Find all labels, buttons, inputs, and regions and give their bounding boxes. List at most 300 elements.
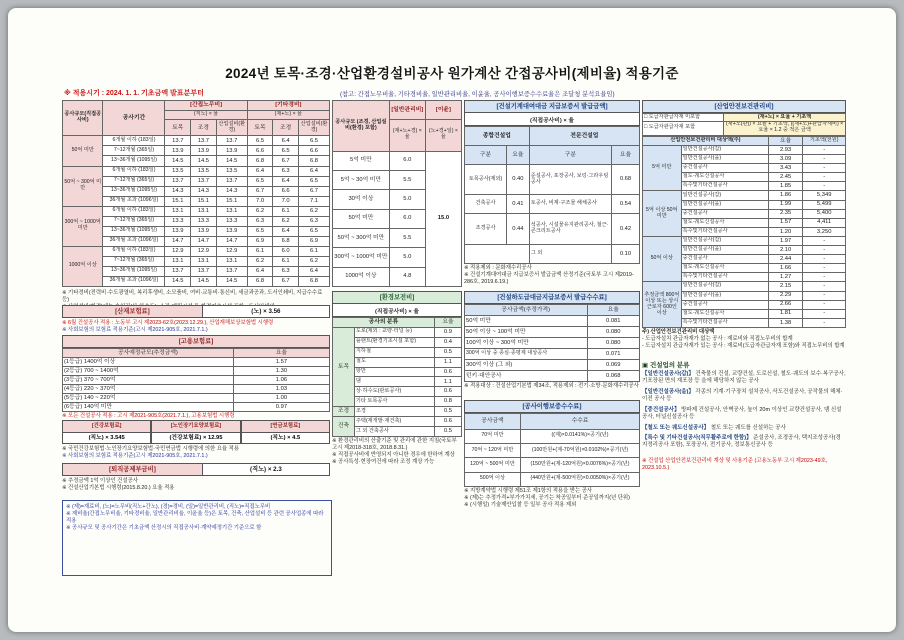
table-cell: 70억 미만 <box>465 429 521 443</box>
note-line: ※ 공사규모 및 공사기간은 기초금액 산정시의 직접공사비·계약예정기간 기준으로 함 <box>66 525 262 532</box>
table-cell: 0.42 <box>612 214 640 245</box>
table-cell: 1.38 <box>768 318 803 327</box>
table-cell: (150만원+(제-120억원)×0.0076%)×공기(년) <box>521 458 640 472</box>
table-cell: 14.7 <box>191 236 217 246</box>
table-cell: 일반건설공사(을) <box>681 291 768 300</box>
table-cell: 0.081 <box>587 316 640 327</box>
table-cell: 7~12개월 (365일) <box>103 146 165 156</box>
longterm-care-insurance-title: [노인장기요양보험료] <box>151 420 240 433</box>
table-cell: 2.44 <box>768 255 803 264</box>
classification-item <box>642 371 846 386</box>
table-cell: 13.9 <box>191 146 217 156</box>
data-table <box>464 126 640 264</box>
environment-preservation-notes <box>332 437 462 466</box>
table-row <box>63 156 330 166</box>
table-cell: 50억 이상 ~ 100억 미만 <box>465 327 588 338</box>
table-row <box>63 276 330 286</box>
table-cell: - <box>803 164 846 173</box>
table-row <box>643 236 846 245</box>
table-cell: 13.9 <box>165 226 191 236</box>
table-row <box>333 318 462 328</box>
table-cell: 6.5 <box>273 146 299 156</box>
table-cell: 500억 이상 <box>465 472 521 486</box>
table-cell: 7.0 <box>273 196 299 206</box>
table-cell: 턴키·대안공사 <box>465 371 588 382</box>
table-cell: 4,411 <box>803 218 846 227</box>
table-row <box>63 136 330 146</box>
legend-notes-box <box>62 500 332 576</box>
table-cell: 특수및기타건설공사 <box>681 273 768 282</box>
note-line: ※ 사회보험의 보험료 적용기준(고시 제2021-905호, 2021.7.1.) <box>62 327 208 334</box>
table-cell: 6.7 <box>247 186 273 196</box>
table-cell: 1.57 <box>233 358 329 367</box>
table-cell: 13.5 <box>216 166 247 176</box>
industrial-accident-insurance-notes <box>62 319 330 334</box>
classification-item-text: 방파제 건설공사, 안벽공사, 높이 20m 이상인 교량건설공사, 댐 신설공사, 터널신설공사 등 <box>642 406 842 421</box>
table-cell: 13.9 <box>165 146 191 156</box>
table-cell: 요율 <box>507 145 530 164</box>
table-cell: 요율 <box>233 349 329 358</box>
table-cell: 조경 <box>191 120 217 136</box>
table-cell: 0.40 <box>507 164 530 195</box>
table-cell: 13.7 <box>165 266 191 276</box>
table-row <box>465 443 640 457</box>
table-cell: 중건설공사 <box>681 300 768 309</box>
table-cell: - <box>803 291 846 300</box>
table-cell: 6.4 <box>273 226 299 236</box>
industrial-safety-health-formula-table <box>642 113 846 136</box>
table-row <box>643 191 846 200</box>
table-cell: 일반건설공사(을) <box>681 246 768 255</box>
table-row <box>465 305 640 316</box>
table-cell: 7.0 <box>247 196 273 206</box>
table-row <box>465 360 640 371</box>
table-cell: 일반건설공사(갑) <box>681 236 768 245</box>
note-line: ※ 건설산업기본법 시행령(2015.8.20.) 요율 적용 <box>62 485 175 492</box>
table-row <box>333 151 462 170</box>
document-page <box>8 8 896 632</box>
industrial-accident-insurance-title: [산재보험료] <box>62 305 203 318</box>
note-line: ※ 국민건강보험법·노인장기요양보험법·국민연금법 시행령에 의한 요율 적용 <box>62 446 240 452</box>
table-cell: 13.5 <box>191 166 217 176</box>
table-row <box>465 371 640 382</box>
table-cell: 일반건설공사(갑) <box>681 146 768 155</box>
table-cell: 13.7 <box>165 176 191 186</box>
health-insurance-notes <box>62 445 330 460</box>
subcontract-payment-guarantee-table <box>464 304 640 382</box>
subcontract-payment-guarantee-section <box>464 291 640 390</box>
table-cell: 조경 <box>273 120 299 136</box>
construction-classification-title: ▣ 건설업의 분류 <box>642 362 690 369</box>
table-cell: 종합건설업 <box>465 127 530 146</box>
table-cell: 석공사, 시설물유지관리공사, 철근·콘크리트공사 <box>529 214 611 245</box>
table-row <box>63 367 330 376</box>
table-row <box>465 145 640 164</box>
table-cell: 2.29 <box>768 291 803 300</box>
table-cell: 철도 <box>354 357 434 367</box>
table-cell: 300억 ~ 1000억 미만 <box>333 248 390 267</box>
table-cell: 0.5 <box>434 426 461 436</box>
table-cell: 1.1 <box>434 357 461 367</box>
table-cell: 13~36개월 (1095일) <box>103 186 165 196</box>
table-cell: 2.35 <box>768 209 803 218</box>
table-cell: 0.5 <box>434 347 461 357</box>
table-cell: 철도·궤도신설공사 <box>681 173 768 182</box>
table-cell: 13.7 <box>216 136 247 146</box>
table-cell: 6.4 <box>247 166 273 176</box>
table-cell: 50억 미만 <box>333 209 390 228</box>
table-cell <box>465 245 530 264</box>
table-cell: 조경 <box>354 407 434 417</box>
table-cell: 12.9 <box>165 246 191 256</box>
subcontract-payment-guarantee-title: [건설하도급대금지급보증서 발급수수료] <box>464 291 640 304</box>
table-cell: 36개월 초과 (1096일) <box>103 276 165 286</box>
data-table <box>62 348 330 412</box>
table-cell: 일반건설공사(을) <box>681 200 768 209</box>
table-cell: 0.44 <box>507 214 530 245</box>
table-cell: 300억 이상 (그 외) <box>465 360 588 371</box>
table-cell: 14.5 <box>165 276 191 286</box>
table-cell: 13.3 <box>165 216 191 226</box>
table-cell: 7.1 <box>298 196 329 206</box>
table-row <box>63 146 330 156</box>
table-cell: 특수및기타건설공사 <box>681 182 768 191</box>
table-row <box>63 176 330 186</box>
machinery-rental-guarantee-section <box>464 100 640 287</box>
table-row <box>333 101 462 120</box>
table-cell: 6.0 <box>389 209 425 228</box>
table-row <box>63 236 330 246</box>
table-cell: 산업설비(환경) <box>298 120 329 136</box>
table-cell: □ 도급자관급자재 미포함 <box>643 114 724 122</box>
table-row <box>465 316 640 327</box>
general-management-profit-table <box>332 100 462 287</box>
table-cell: 13.1 <box>216 206 247 216</box>
construction-classification-section <box>642 360 846 472</box>
table-cell: 6.2 <box>247 206 273 216</box>
classification-item-label: 【철도 또는 궤도신설공사】 <box>642 424 710 431</box>
table-cell: 13.9 <box>216 146 247 156</box>
table-cell: 6.3 <box>273 166 299 176</box>
table-cell: (6등급) 140억 미만 <box>63 403 234 412</box>
pension-insurance-block <box>241 420 330 444</box>
table-cell: 1.81 <box>768 309 803 318</box>
classification-item-label: 【특수 및 기타건설공사(직무활주로에 한함)】 <box>642 434 752 441</box>
table-cell: 6.1 <box>247 246 273 256</box>
table-cell: 6.5 <box>298 176 329 186</box>
table-row <box>333 407 462 417</box>
table-cell: 0.54 <box>612 195 640 214</box>
table-cell: 5,400 <box>803 209 846 218</box>
data-table <box>642 113 846 136</box>
table-cell: 1.66 <box>768 264 803 273</box>
table-row <box>465 127 640 146</box>
table-cell: 6.0 <box>389 151 425 170</box>
table-cell: 6.3 <box>298 216 329 226</box>
table-row <box>63 101 330 111</box>
table-cell: - <box>803 318 846 327</box>
table-cell: 일반건설공사(을) <box>681 155 768 164</box>
note-line: ※ 공사특성·현장여건에 따라 조정 계상 가능 <box>332 459 435 466</box>
table-cell: 6.6 <box>247 146 273 156</box>
note-line: ※ 건설기계대여대금 지급보증서 발급금액 산정기준(국토부 고시 제2019-286호, 2019.6.19.) <box>464 272 634 286</box>
data-table <box>464 413 640 487</box>
classification-item <box>642 425 846 432</box>
table-cell: 요율 <box>768 136 803 145</box>
construction-classification-footnote: ※ 건설업 산업안전보건관리비 계상 및 사용기준 (고용노동부 고시 제2023-49호, 2023.10.5.) <box>642 457 828 471</box>
table-cell: 6.9 <box>298 236 329 246</box>
table-cell: 0.068 <box>587 371 640 382</box>
table-cell: 50억 미만 <box>63 136 103 166</box>
page-title: 2024년 토목·조경·산업환경설비공사 원가계산 간접공사비(제비율) 적용기준 <box>225 66 679 81</box>
table-cell: 0.8 <box>434 397 461 407</box>
table-cell: 6.6 <box>273 186 299 196</box>
table-cell: 50억 ~ 300억 미만 <box>333 228 390 247</box>
table-cell: 12.9 <box>216 246 247 256</box>
industrial-accident-insurance-section <box>62 305 330 318</box>
table-cell: 13.3 <box>191 216 217 226</box>
table-cell: 13.7 <box>216 176 247 186</box>
table-cell: 6.8 <box>298 156 329 166</box>
table-cell: 13.7 <box>191 136 217 146</box>
table-cell: 지하철 <box>354 347 434 357</box>
table-cell: 1.85 <box>768 182 803 191</box>
table-cell: 1000억 이상 <box>63 246 103 286</box>
data-table <box>62 100 330 287</box>
environment-preservation-title: [환경보전비] <box>332 291 462 304</box>
table-cell: 2.45 <box>768 173 803 182</box>
table-cell: 6.4 <box>273 136 299 146</box>
table-cell: 6.8 <box>247 276 273 286</box>
table-cell: 중건설공사 <box>681 164 768 173</box>
table-cell: 6.0 <box>273 246 299 256</box>
table-cell: 0.6 <box>434 367 461 377</box>
table-cell: 추정금액 800억 이상 또는 상시근로자 600인 이상 <box>643 282 682 328</box>
employment-insurance-notes <box>62 412 330 420</box>
table-row <box>63 349 330 358</box>
table-cell: (직노) × 율 <box>165 111 247 120</box>
table-row <box>333 327 462 337</box>
table-row <box>333 417 462 427</box>
table-cell: 120억 ~ 500억 미만 <box>465 458 521 472</box>
table-cell: 6.5 <box>247 136 273 146</box>
table-cell: 조경공사 <box>465 214 507 245</box>
table-cell: 0.069 <box>587 360 640 371</box>
table-cell: 30억 이상 <box>333 190 390 209</box>
machinery-rental-guarantee-formula: (직접공사비) × 율 <box>464 113 640 126</box>
table-cell: 14.5 <box>216 156 247 166</box>
table-cell: 6개월 이하 (183일) <box>103 206 165 216</box>
table-cell: 3.09 <box>768 155 803 164</box>
table-cell: (5등급) 140 ~ 220억 <box>63 394 234 403</box>
table-cell: 1.1 <box>434 377 461 387</box>
table-cell: 산업설비(환경) <box>216 120 247 136</box>
table-cell: 요율 <box>434 318 461 328</box>
table-cell: 그 외 건축공사 <box>354 426 434 436</box>
table-cell: 6.5 <box>298 226 329 236</box>
table-cell: 0.68 <box>612 164 640 195</box>
note-line: ※ 환경관리비의 산출기준 및 관리에 관한 지침(국토부 고시 제2018-318호, 2018.8.31.) <box>332 438 457 452</box>
table-cell: 수수료 <box>521 414 640 430</box>
legend-notes <box>66 503 328 532</box>
table-cell: 댐 <box>354 377 434 387</box>
classification-item-text: 각종의 기계·기구장치 설치공사, 삭도건설공사, 공작물의 해체·이전 공사 등 <box>642 388 843 403</box>
table-row <box>465 338 640 349</box>
indirect-labor-expense-section <box>62 100 330 287</box>
classification-item-label: 【일반건설공사(갑)】 <box>642 371 694 377</box>
table-cell: 13.1 <box>191 206 217 216</box>
table-cell: 6개월 이하 (183일) <box>103 246 165 256</box>
note-line: ※ (시행일) 기술제안입찰 등 일부 공사 적용 제외 <box>464 502 577 509</box>
note-line: ※ 지방계약법 시행령 제51조 제1항의 적용을 받는 공사 <box>464 488 593 494</box>
table-cell: 50억 이상 <box>643 236 682 281</box>
table-cell: 6.8 <box>298 276 329 286</box>
table-cell: 6.4 <box>247 266 273 276</box>
table-cell: 토공사, 비계·구조물 해체공사 <box>529 195 611 214</box>
classification-item-label: 【일반건설공사(을)】 <box>642 388 694 395</box>
table-cell: 13~36개월 (1095일) <box>103 226 165 236</box>
pension-insurance-rate: (직노) × 4.5 <box>241 433 330 444</box>
table-cell: 공사규모 (조경, 산업설비(환경) 포함) <box>333 101 390 152</box>
table-cell: 6.2 <box>298 256 329 266</box>
table-row <box>465 327 640 338</box>
note-line: ※ 제비율(간접노무비율, 기타경비율, 일반관리비율, 이윤율 등)은 토목, 건축, 산업설비 등 관련 공사업종에 따라 적용 <box>66 511 324 525</box>
table-cell: 14.3 <box>216 186 247 196</box>
table-cell: 공사기간 <box>103 101 165 136</box>
table-cell: 0.080 <box>587 327 640 338</box>
table-cell: 구분 <box>529 145 611 164</box>
table-cell: 6.7 <box>298 186 329 196</box>
environment-preservation-formula: (직접공사비) × 율 <box>332 304 462 317</box>
table-cell: 50억 미만 <box>465 316 588 327</box>
employment-insurance-table <box>62 348 330 412</box>
table-row <box>63 246 330 256</box>
table-cell: 상·하수도(관로공사) <box>354 387 434 397</box>
table-cell: 13~36개월 (1095일) <box>103 156 165 166</box>
classification-item <box>642 389 846 404</box>
table-cell: (재+노(관)) × 요율 + 기초액, ((재+노)+관급자재비) × 요율 × 1.2 중 적은 금액 <box>724 121 846 135</box>
table-cell: 70억 ~ 120억 미만 <box>465 443 521 457</box>
table-cell: 14.5 <box>191 276 217 286</box>
table-cell: 0.5 <box>434 407 461 417</box>
table-row <box>465 458 640 472</box>
table-cell: 공사의 분류 <box>333 318 435 328</box>
table-cell: 13.7 <box>216 266 247 276</box>
table-cell: 6.7 <box>273 156 299 166</box>
table-row <box>643 136 846 145</box>
table-cell: (1등급) 1400억 이상 <box>63 358 234 367</box>
note-line: ※ 직접공사비에 반영되지 아니한 경우에 한하여 계상 <box>332 452 455 459</box>
table-cell: 6개월 이하 (183일) <box>103 166 165 176</box>
table-cell: 준설공사, 포장공사, 보링·그라우팅공사 <box>529 164 611 195</box>
performance-guarantee-fee-title: [공사이행보증수수료] <box>464 400 640 413</box>
industrial-safety-health-notes <box>642 328 846 350</box>
table-cell: 4.8 <box>389 267 425 286</box>
table-row <box>465 414 640 430</box>
health-insurance-block <box>62 420 151 444</box>
table-row <box>63 358 330 367</box>
table-cell: - <box>803 309 846 318</box>
table-cell: 13.3 <box>216 216 247 226</box>
table-cell: 13.5 <box>165 166 191 176</box>
table-cell: 0.080 <box>587 338 640 349</box>
table-cell: 13.9 <box>216 226 247 236</box>
classification-item <box>642 435 846 450</box>
table-cell: 건축공사 <box>465 195 507 214</box>
table-cell: (재+노) × 율 <box>247 111 329 120</box>
table-cell: 5억 ~ 30억 미만 <box>333 170 390 189</box>
table-cell: (3등급) 370 ~ 700억 <box>63 376 234 385</box>
table-cell: 1.57 <box>768 218 803 227</box>
employment-insurance-title: [고용보험료] <box>62 335 330 348</box>
table-row <box>63 394 330 403</box>
table-row <box>465 472 640 486</box>
table-cell: 조경 <box>333 407 355 417</box>
table-cell: 14.5 <box>191 156 217 166</box>
table-cell: (노+경+일) × 율 <box>425 120 461 151</box>
table-cell: 6.2 <box>273 216 299 226</box>
table-cell: 철도·궤도신설공사 <box>681 309 768 318</box>
note-line: ※ (제)=재료비, (노)=노무비(직노+간노), (경)=경비, (일)=일반관리비, (직노)=직접노무비 <box>66 504 271 510</box>
table-cell: 그 외 <box>529 245 611 264</box>
table-cell: 0.6 <box>434 387 461 397</box>
table-cell: 3,250 <box>803 227 846 236</box>
table-cell: 플랜트(환경기초시설 포함) <box>354 337 434 347</box>
table-cell: 3.43 <box>768 164 803 173</box>
note-line: ※ 6월 건설공사 적용 : 노동부 고시 제2023-62호(2023.12.29.), 산업재해보상보험법 시행령 <box>62 320 274 326</box>
table-cell: 6.2 <box>247 256 273 266</box>
table-cell: 요율 <box>587 305 640 316</box>
table-row <box>63 403 330 412</box>
table-cell: 6.8 <box>247 156 273 166</box>
table-cell: (4등급) 220 ~ 370억 <box>63 385 234 394</box>
note-line: 주) 산업안전보건관리비 대상액 <box>642 328 715 335</box>
table-cell: 300억 이상 중 종심·종평제 대상공사 <box>465 349 588 360</box>
table-row <box>63 186 330 196</box>
table-cell: 전문건설업 <box>529 127 639 146</box>
table-cell: (2등급) 700 ~ 1400억 <box>63 367 234 376</box>
table-cell: 6.3 <box>247 216 273 226</box>
table-cell: 기초액(천원) <box>803 136 846 145</box>
table-cell: 15.1 <box>216 196 247 206</box>
table-cell: 기타 토목공사 <box>354 397 434 407</box>
table-cell: 0.6 <box>434 417 461 427</box>
table-cell: □ 도급자관급자재 포함 <box>643 121 724 135</box>
classification-item <box>642 407 846 422</box>
table-cell: 6.4 <box>298 266 329 276</box>
table-cell: 6.6 <box>298 146 329 156</box>
performance-guarantee-fee-table <box>464 413 640 487</box>
table-cell: 1.86 <box>768 191 803 200</box>
longterm-care-insurance-rate: (건강보험료) × 12.95 <box>151 433 240 444</box>
table-cell: [이윤] <box>425 101 461 120</box>
machinery-rental-guarantee-title: [건설기계대여대금 지급보증서 발급금액] <box>464 100 640 113</box>
table-cell: (100만원+(제-70억원)×0.0102%)×공기(년) <box>521 443 640 457</box>
table-cell: 산업안전보건관리비 대상액(주) <box>643 136 769 145</box>
classification-item-label: 【중건설공사】 <box>642 406 680 413</box>
table-row <box>63 256 330 266</box>
table-cell: 14.7 <box>165 236 191 246</box>
table-cell: 5.5 <box>389 228 425 247</box>
table-cell: 2.10 <box>768 246 803 255</box>
table-cell: 12.9 <box>191 246 217 256</box>
table-cell: [기타경비] <box>247 101 329 111</box>
table-cell: 36개월 초과 (1096일) <box>103 196 165 206</box>
table-cell: 1.03 <box>233 385 329 394</box>
table-cell: - <box>803 300 846 309</box>
table-cell: 5억 미만 <box>333 151 390 170</box>
table-cell: 6.3 <box>273 266 299 276</box>
